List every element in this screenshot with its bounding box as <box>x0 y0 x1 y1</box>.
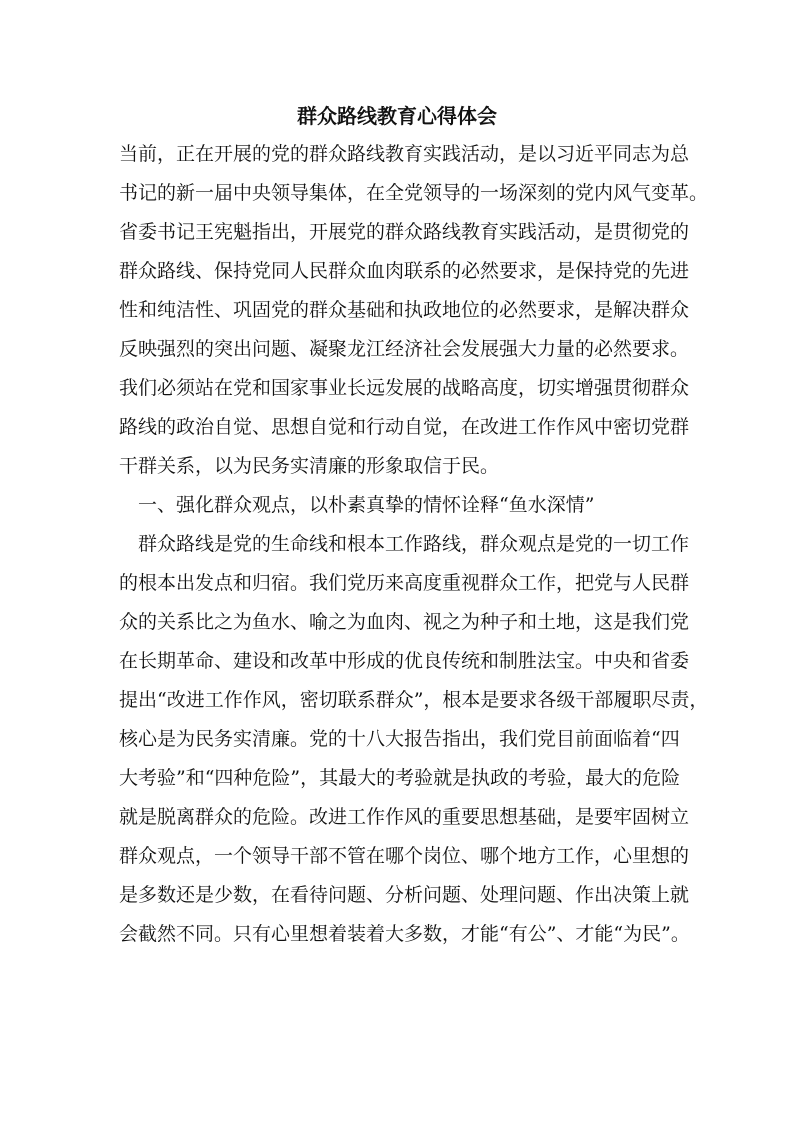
text-line: 群众路线、保持党同人民群众血肉联系的必然要求，是保持党的先进 <box>119 260 690 282</box>
text-line: 性和纯洁性、巩固党的群众基础和执政地位的必然要求，是解决群众 <box>119 299 690 321</box>
section-heading-1 <box>119 486 677 525</box>
text-line: 当前，正在开展的党的群众路线教育实践活动，是以习近平同志为总 <box>119 143 690 165</box>
text-line: 省委书记王宪魁指出，开展党的群众路线教育实践活动，是贯彻党的 <box>119 221 690 243</box>
text-line: 干群关系，以为民务实清廉的形象取信于民。 <box>119 455 500 477</box>
text-line: 在长期革命、建设和改革中形成的优良传统和制胜法宝。中央和省委 <box>119 650 690 672</box>
text-line: 大考验”和“四种危险”，其最大的考验就是执政的考验，最大的危险 <box>119 767 681 789</box>
document-title: 群众路线教育心得体会 <box>297 104 497 128</box>
text-line: 反映强烈的突出问题、凝聚龙江经济社会发展强大力量的必然要求。 <box>119 338 690 360</box>
text-line: 群众观点，一个领导干部不管在哪个岗位、哪个地方工作，心里想的 <box>119 845 690 867</box>
text-line: 路线的政治自觉、思想自觉和行动自觉，在改进工作作风中密切党群 <box>119 416 690 438</box>
text-line: 是多数还是少数，在看待问题、分析问题、处理问题、作出决策上就 <box>119 884 690 906</box>
paragraph-section-1 <box>119 525 709 954</box>
document-body <box>119 135 709 954</box>
text-line: 就是脱离群众的危险。改进工作作风的重要思想基础，是要牢固树立 <box>119 806 690 828</box>
text-line: 众的关系比之为鱼水、喻之为血肉、视之为种子和土地，这是我们党 <box>119 611 690 633</box>
text-line: 会截然不同。只有心里想着装着大多数，才能“有公”、才能“为民”。 <box>119 923 690 945</box>
text-line: 的根本出发点和归宿。我们党历来高度重视群众工作，把党与人民群 <box>119 572 690 594</box>
text-line: 核心是为民务实清廉。党的十八大报告指出，我们党目前面临着“四 <box>119 728 680 750</box>
paragraph-intro <box>119 135 709 486</box>
text-line: 书记的新一届中央领导集体，在全党领导的一场深刻的党内风气变革。 <box>119 182 709 204</box>
text-line: 群众路线是党的生命线和根本工作路线，群众观点是党的一切工作 <box>138 533 690 555</box>
text-line: 提出“改进工作作风，密切联系群众”，根本是要求各级干部履职尽责， <box>119 689 709 711</box>
section-heading-text: 一、强化群众观点，以朴素真挚的情怀诠释“鱼水深情” <box>138 494 595 516</box>
text-line: 我们必须站在党和国家事业长远发展的战略高度，切实增强贯彻群众 <box>119 377 690 399</box>
